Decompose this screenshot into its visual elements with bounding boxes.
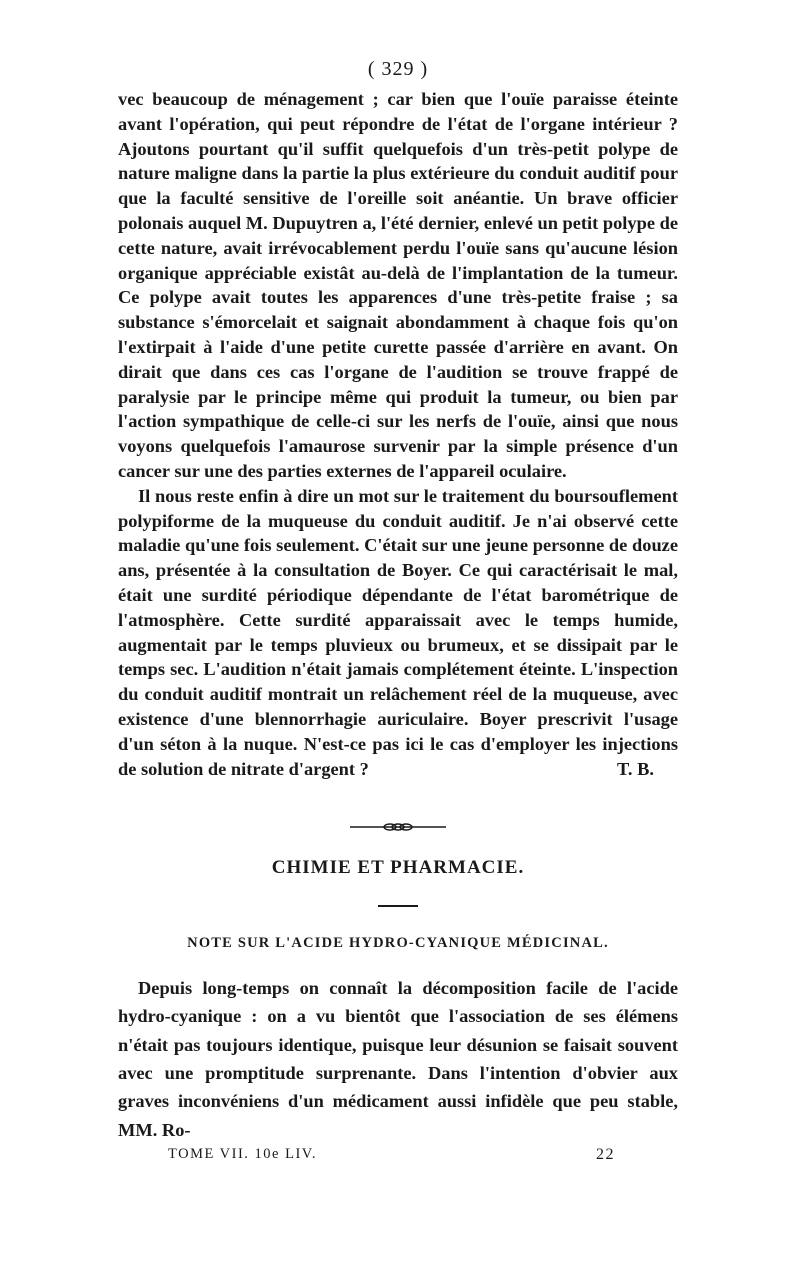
paragraph-polype-continuation — [118, 87, 678, 484]
document-page — [118, 58, 678, 1168]
paragraph-acide-hydro-cyanique — [118, 974, 678, 1144]
note-body — [118, 974, 678, 1144]
author-signature: T. B. — [617, 758, 654, 779]
note-title: NOTE SUR L'ACIDE HYDRO-CYANIQUE MÉDICINAL. — [187, 934, 609, 951]
page-number: ( 329 ) — [367, 58, 429, 80]
title-divider — [378, 905, 418, 907]
page-footer — [118, 1146, 678, 1168]
section-title: CHIMIE ET PHARMACIE. — [271, 857, 525, 879]
sheet-number: 22 — [596, 1146, 615, 1164]
paragraph-2-text: Il nous reste enfin à dire un mot sur le traitement du boursouflement polypiforme de la muqueuse du conduit auditif. Je n'ai observé cette maladie qu'une fois seulement. C'était sur une jeune personne de douze ans, présentée à la consultation de Boyer. Ce qui caractérisait le mal, était une surdité périodique dépendante de l'état barométrique de l'atmosphère. Cette surdité apparaissait avec le temps humide, augmentait par le temps pluvieux ou brumeux, et se dissipait par le temps sec. L'audition n'était jamais complétement éteinte. L'inspection du conduit auditif montrait un relâchement réel de la muqueuse, avec existence d'une blennorrhagie auriculaire. Boyer prescrivit l'usage d'un séton à la nuque. N'est-ce pas ici le cas d'employer les injections de solution de nitrate d'argent ? — [118, 485, 678, 779]
paragraph-3-text: Depuis long-temps on connaît la décomposition facile de l'acide hydro-cyanique : on a vu bientôt que l'association de ses élémens n'était pas toujours identique, puisque leur désunion se faisait souvent avec une promptitude surprenante. Dans l'intention d'obvier aux graves inconvéniens d'un médicament aussi infidèle que peu stable, MM. Ro- — [118, 977, 678, 1140]
ornament-rule-icon — [350, 822, 446, 832]
paragraph-1-text: vec beaucoup de ménagement ; car bien que l'ouïe paraisse éteinte avant l'opération, qui peut répondre de l'état de l'organe intérieur ? Ajoutons pourtant qu'il suffit quelquefois d'un très-petit polype de nature maligne dans la partie la plus extérieure du conduit auditif pour que la faculté sensitive de l'oreille soit anéantie. Un brave officier polonais auquel M. Dupuytren a, l'été dernier, enlevé un petit polype de cette nature, avait irrévocablement perdu l'ouïe sans qu'aucune lésion organique appréciable existât au-delà de l'implantation de la tumeur. Ce polype avait toutes les apparences d'une très-petite fraise ; sa substance s'émorcelait et saignait abondamment à chaque fois qu'on l'extirpait à l'aide d'une petite curette passée d'arrière en avant. On dirait que dans ces cas l'organe de l'audition se trouve frappé de paralysie par le principe même qui produit la tumeur, ou bien par l'action sympathique de celle-ci sur les nerfs de l'ouïe, ainsi que nous voyons quelquefois l'amaurose survenir par la simple présence d'un cancer sur une des parties externes de l'appareil oculaire. — [118, 89, 678, 481]
ornament-divider — [118, 819, 678, 831]
paragraph-boursouflement — [118, 484, 678, 782]
volume-signature: TOME VII. 10e LIV. — [168, 1146, 318, 1163]
